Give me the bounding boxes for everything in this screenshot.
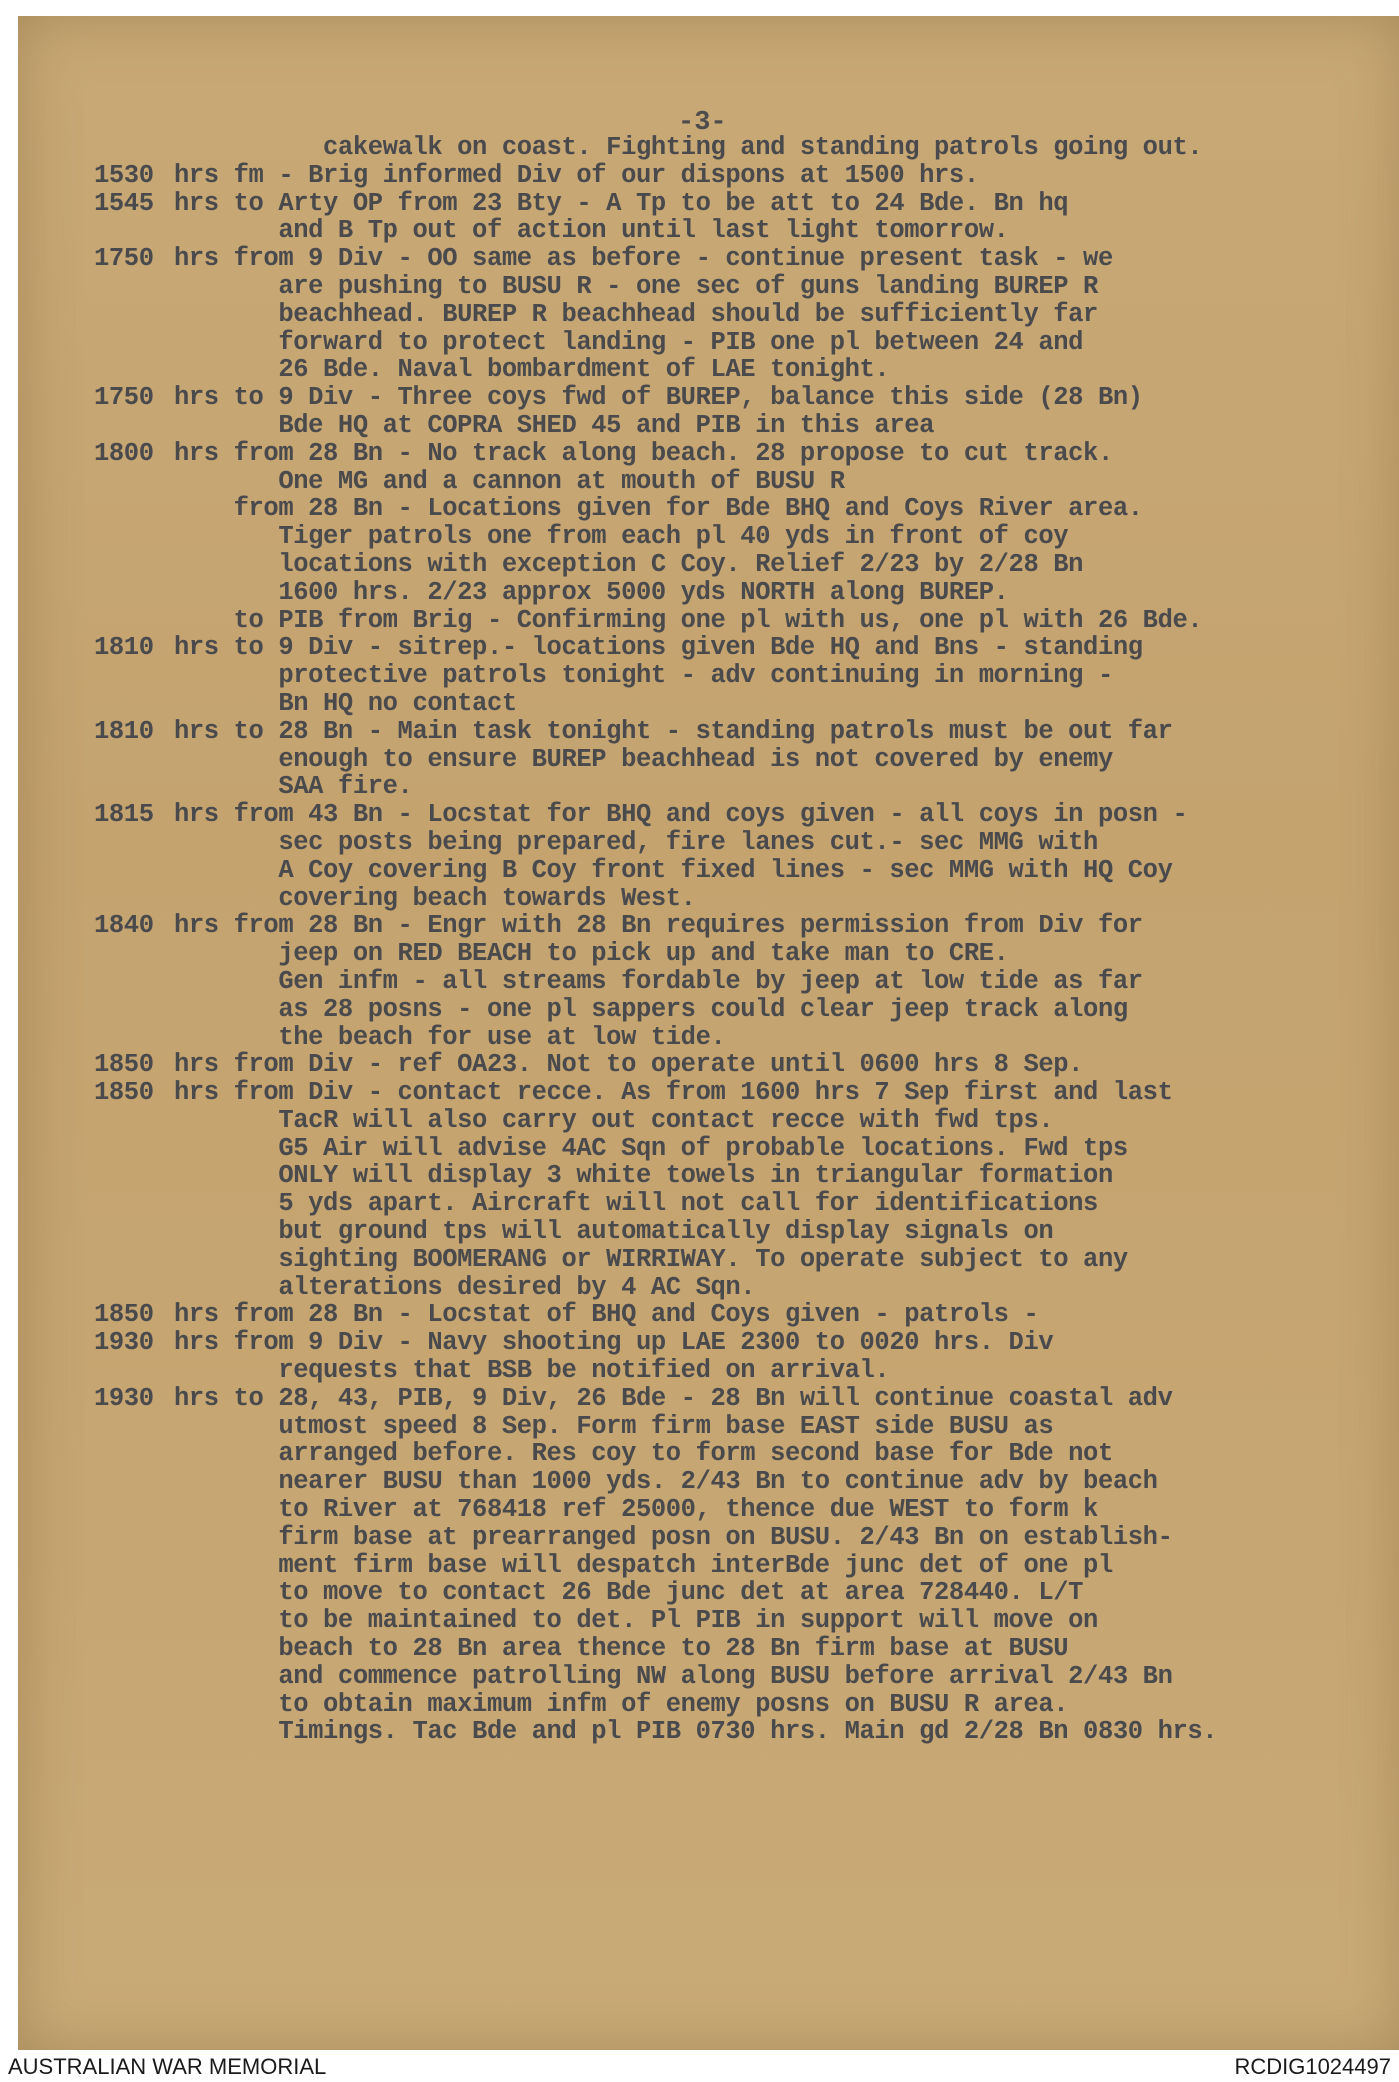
entry-text — [174, 162, 1374, 190]
log-entry — [94, 634, 1374, 717]
entry-line: hrs from 28 Bn - No track along beach. 28 propose to cut track. — [174, 438, 1113, 468]
entry-time: 1850 — [94, 1300, 154, 1330]
entry-line: hrs from Div - contact recce. As from 1600 hrs 7 Sep first and last — [174, 1078, 1173, 1108]
entry-text — [174, 718, 1374, 801]
entry-line: firm base at prearranged posn on BUSU. 2/43 Bn on establish- — [174, 1522, 1173, 1552]
entry-line: G5 Air will advise 4AC Sqn of probable locations. Fwd tps — [174, 1133, 1128, 1163]
entry-line: cakewalk on coast. Fighting and standing patrols going out. — [174, 133, 1203, 162]
entry-line: utmost speed 8 Sep. Form firm base EAST side BUSU as — [174, 1411, 1054, 1441]
entry-text — [174, 912, 1374, 1051]
entry-line: covering beach towards West. — [174, 883, 696, 913]
entry-time — [94, 607, 174, 635]
entry-line: ment firm base will despatch interBde junc det of one pl — [174, 1550, 1113, 1580]
entry-line: SAA fire. — [174, 772, 413, 802]
entry-time: 1850 — [94, 1050, 154, 1080]
entry-line: Tiger patrols one from each pl 40 yds in front of coy — [174, 522, 1069, 552]
entry-line: protective patrols tonight - adv continuing in morning - — [174, 661, 1113, 691]
entry-line: and B Tp out of action until last light tomorrow. — [174, 216, 1009, 246]
entry-line: 1600 hrs. 2/23 approx 5000 yds NORTH along BUREP. — [174, 577, 1009, 607]
entry-line: but ground tps will automatically display signals on — [174, 1217, 1054, 1247]
log-entry — [94, 440, 1374, 496]
entry-line: to obtain maximum infm of enemy posns on BUSU R area. — [174, 1689, 1069, 1719]
record-id: RCDIG1024497 — [1234, 2054, 1391, 2079]
log-entry — [94, 912, 1374, 1051]
entry-time: 1530 — [94, 160, 154, 190]
entry-line: ONLY will display 3 white towels in triangular formation — [174, 1161, 1113, 1191]
entry-time: 1850 — [94, 1078, 154, 1108]
log-entry — [94, 1051, 1374, 1079]
entry-line: the beach for use at low tide. — [174, 1022, 726, 1052]
entry-text — [174, 495, 1374, 606]
entry-text — [174, 1301, 1374, 1329]
entry-line: hrs from 28 Bn - Engr with 28 Bn requires permission from Div for — [174, 911, 1143, 941]
entry-line: to move to contact 26 Bde junc det at area 728440. L/T — [174, 1578, 1084, 1608]
entry-text — [174, 384, 1374, 440]
entry-text — [174, 1385, 1374, 1746]
log-entry — [94, 384, 1374, 440]
archive-footer — [0, 2050, 1399, 2082]
log-entry — [94, 1385, 1374, 1746]
entry-time: 1930 — [94, 1328, 154, 1358]
entry-line: enough to ensure BUREP beachhead is not covered by enemy — [174, 744, 1113, 774]
page-number: -3- — [678, 108, 727, 138]
entry-text — [174, 1051, 1374, 1079]
entry-line: beach to 28 Bn area thence to 28 Bn firm base at BUSU — [174, 1634, 1069, 1664]
entry-time: 1750 — [94, 383, 154, 413]
entry-line: to be maintained to det. Pl PIB in support will move on — [174, 1606, 1098, 1636]
entry-line: requests that BSB be notified on arrival. — [174, 1356, 890, 1386]
document-page — [18, 16, 1399, 2050]
entry-text — [174, 190, 1374, 246]
entry-line: are pushing to BUSU R - one sec of guns landing BUREP R — [174, 271, 1098, 301]
log-entry — [94, 607, 1374, 635]
entry-line: from 28 Bn - Locations given for Bde BHQ and Coys River area. — [174, 494, 1143, 524]
entry-line: hrs to 9 Div - sitrep.- locations given Bde HQ and Bns - standing — [174, 633, 1143, 663]
entry-line: jeep on RED BEACH to pick up and take man to CRE. — [174, 939, 1009, 969]
log-entry — [94, 1079, 1374, 1301]
entry-time: 1840 — [94, 911, 154, 941]
entry-time: 1815 — [94, 800, 154, 830]
entry-line: sec posts being prepared, fire lanes cut.- sec MMG with — [174, 827, 1098, 857]
entry-line: hrs from 9 Div - OO same as before - continue present task - we — [174, 244, 1113, 274]
entry-text — [174, 134, 1374, 162]
entry-line: Timings. Tac Bde and pl PIB 0730 hrs. Main gd 2/28 Bn 0830 hrs. — [174, 1717, 1218, 1747]
entry-line: beachhead. BUREP R beachhead should be sufficiently far — [174, 299, 1098, 329]
entry-line: Gen infm - all streams fordable by jeep at low tide as far — [174, 966, 1143, 996]
archive-name: AUSTRALIAN WAR MEMORIAL — [8, 2054, 327, 2079]
entry-time: 1810 — [94, 716, 154, 746]
log-entry — [94, 718, 1374, 801]
entry-line: hrs from 9 Div - Navy shooting up LAE 2300 to 0020 hrs. Div — [174, 1328, 1054, 1358]
log-entry — [94, 190, 1374, 246]
entry-line: hrs fm - Brig informed Div of our dispons at 1500 hrs. — [174, 160, 979, 190]
entry-line: locations with exception C Coy. Relief 2/23 by 2/28 Bn — [174, 549, 1084, 579]
entry-line: hrs to Arty OP from 23 Bty - A Tp to be att to 24 Bde. Bn hq — [174, 188, 1069, 218]
entry-time: 1810 — [94, 633, 154, 663]
entry-line: arranged before. Res coy to form second base for Bde not — [174, 1439, 1113, 1469]
log-entry — [94, 245, 1374, 384]
entry-text — [174, 801, 1374, 912]
entry-line: Bde HQ at COPRA SHED 45 and PIB in this area — [174, 410, 935, 440]
entry-line: 5 yds apart. Aircraft will not call for identifications — [174, 1189, 1098, 1219]
entry-text — [174, 607, 1374, 635]
entry-line: A Coy covering B Coy front fixed lines - sec MMG with HQ Coy — [174, 855, 1173, 885]
entry-line: Bn HQ no contact — [174, 688, 517, 718]
entry-time: 1750 — [94, 244, 154, 274]
entry-time: 1545 — [94, 188, 154, 218]
log-entry — [94, 495, 1374, 606]
entry-line: nearer BUSU than 1000 yds. 2/43 Bn to continue adv by beach — [174, 1467, 1158, 1497]
entry-text — [174, 1329, 1374, 1385]
entry-time: 1930 — [94, 1383, 154, 1413]
log-entry — [94, 1301, 1374, 1329]
entry-text — [174, 245, 1374, 384]
entry-line: to PIB from Brig - Confirming one pl with us, one pl with 26 Bde. — [174, 605, 1203, 635]
entry-line: One MG and a cannon at mouth of BUSU R — [174, 466, 845, 496]
entry-line: hrs from 43 Bn - Locstat for BHQ and coys given - all coys in posn - — [174, 800, 1188, 830]
entry-time — [94, 134, 174, 162]
entry-text — [174, 1079, 1374, 1301]
log-entry — [94, 162, 1374, 190]
entry-line: to River at 768418 ref 25000, thence due WEST to form k — [174, 1495, 1098, 1525]
entry-line: forward to protect landing - PIB one pl between 24 and — [174, 327, 1084, 357]
entry-line: as 28 posns - one pl sappers could clear jeep track along — [174, 994, 1128, 1024]
entry-text — [174, 634, 1374, 717]
log-entry — [94, 134, 1374, 162]
entry-line: hrs from Div - ref OA23. Not to operate until 0600 hrs 8 Sep. — [174, 1050, 1084, 1080]
entry-line: hrs from 28 Bn - Locstat of BHQ and Coys given - patrols - — [174, 1300, 1039, 1330]
message-log — [94, 134, 1374, 1746]
entry-line: TacR will also carry out contact recce with fwd tps. — [174, 1105, 1054, 1135]
entry-time — [94, 495, 174, 606]
entry-line: 26 Bde. Naval bombardment of LAE tonight. — [174, 355, 890, 385]
entry-line: sighting BOOMERANG or WIRRIWAY. To operate subject to any — [174, 1244, 1128, 1274]
log-entry — [94, 1329, 1374, 1385]
entry-line: hrs to 28, 43, PIB, 9 Div, 26 Bde - 28 Bn will continue coastal adv — [174, 1383, 1173, 1413]
log-entry — [94, 801, 1374, 912]
entry-line: and commence patrolling NW along BUSU before arrival 2/43 Bn — [174, 1661, 1173, 1691]
entry-line: alterations desired by 4 AC Sqn. — [174, 1272, 756, 1302]
entry-time: 1800 — [94, 438, 154, 468]
entry-line: hrs to 9 Div - Three coys fwd of BUREP, balance this side (28 Bn) — [174, 383, 1143, 413]
entry-text — [174, 440, 1374, 496]
entry-line: hrs to 28 Bn - Main task tonight - standing patrols must be out far — [174, 716, 1173, 746]
